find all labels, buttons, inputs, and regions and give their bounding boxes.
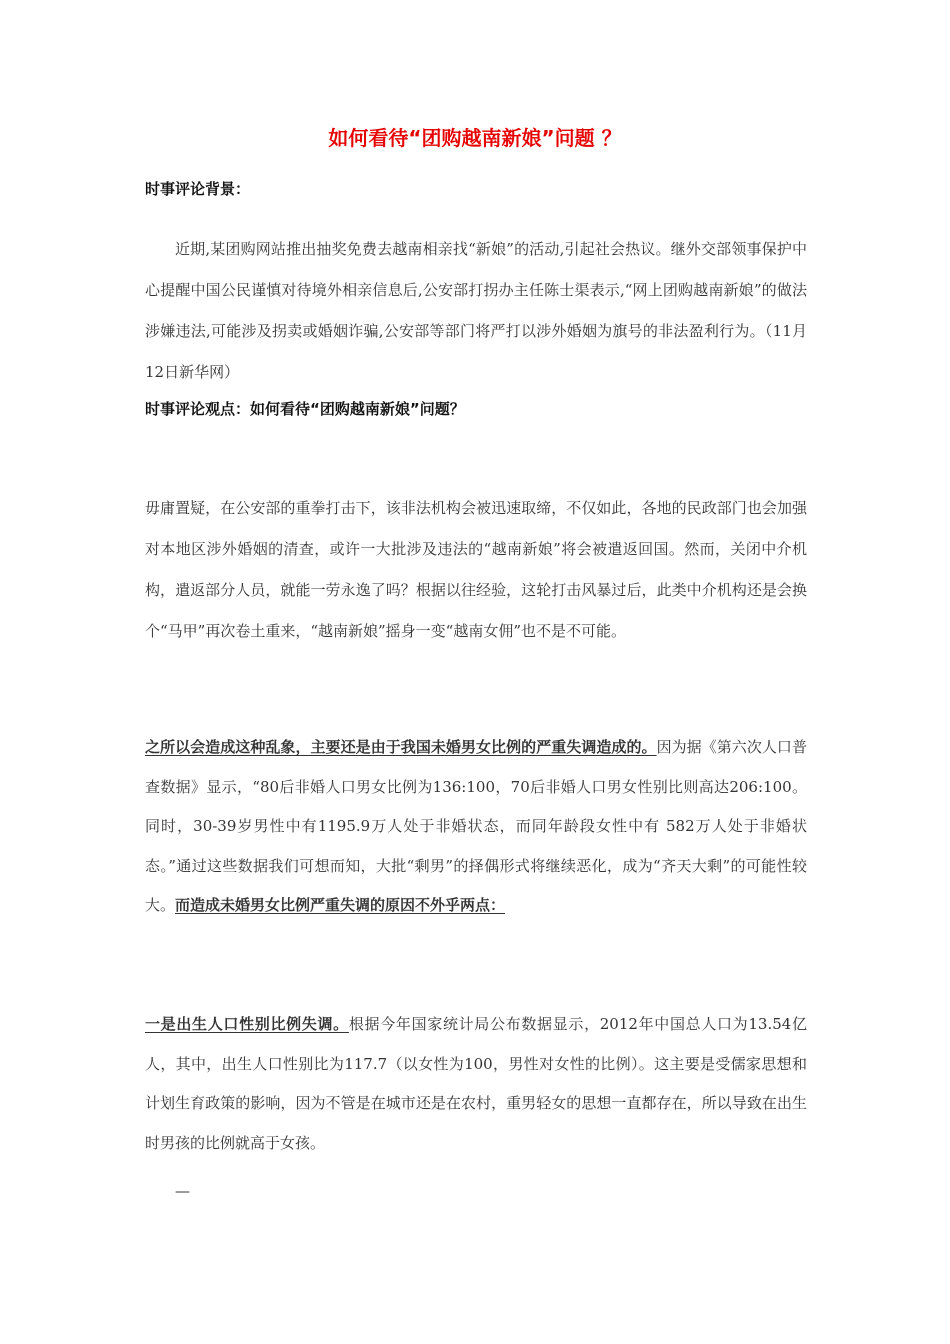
paragraph-2-lead: 之所以会造成这种乱象，主要还是由于我国未婚男女比例的严重失调造成的。 bbox=[145, 738, 657, 756]
paragraph-2-body: 因为据《第六次人口普查数据》显示，“80后非婚人口男女比例为136:100，70后非婚人口男女性别比则高达206:100。同时，30-39岁男性中有1195.9万人处于非婚状态，而同年龄段女性中有 582万人处于非婚状态。”通过这些数据我们可想而知，大批“剩男”的择偶形式将继续恶化，成为“齐天大剩”的可能性较大。 bbox=[145, 738, 807, 914]
paragraph-3 bbox=[145, 1005, 807, 1163]
paragraph-1: 毋庸置疑，在公安部的重拳打击下，该非法机构会被迅速取缔，不仅如此，各地的民政部门也会加强对本地区涉外婚姻的清查，或许一大批涉及违法的“越南新娘”将会被遣返回国。然而，关闭中介机构，遣返部分人员，就能一劳永逸了吗？根据以往经验，这轮打击风暴过后，此类中介机构还是会换个“马甲”再次卷土重来，“越南新娘”摇身一变“越南女佣”也不是不可能。 bbox=[145, 499, 807, 640]
paragraph-2 bbox=[145, 728, 807, 926]
viewpoint-heading: 时事评论观点：如何看待“团购越南新娘”问题？ bbox=[145, 400, 465, 418]
paragraph-3-body: 根据今年国家统计局公布数据显示，2012年中国总人口为13.54亿人，其中，出生人口性别比为117.7（以女性为100，男性对女性的比例）。这主要是受儒家思想和计划生育政策的影响，因为不管是在城市还是在农村，重男轻女的思想一直都存在，所以导致在出生时男孩的比例就高于女孩。 bbox=[145, 1015, 807, 1152]
background-paragraph: 近期,某团购网站推出抽奖免费去越南相亲找“新娘”的活动,引起社会热议。继外交部领事保护中心提醒中国公民谨慎对待境外相亲信息后,公安部打拐办主任陈士渠表示,“网上团购越南新娘”的做法涉嫌违法,可能涉及拐卖或婚姻诈骗,公安部等部门将严打以涉外婚姻为旗号的非法盈利行为。（11月12日新华网） bbox=[145, 240, 807, 381]
background-heading: 时事评论背景： bbox=[145, 180, 251, 198]
paragraph-3-lead: 一是出生人口性别比例失调。 bbox=[145, 1015, 349, 1033]
document-title: 如何看待“团购越南新娘”问题 ？ bbox=[328, 126, 622, 150]
trailing-dash: — bbox=[175, 1182, 190, 1200]
paragraph-2-tail: 而造成未婚男女比例严重失调的原因不外乎两点： bbox=[175, 896, 506, 914]
